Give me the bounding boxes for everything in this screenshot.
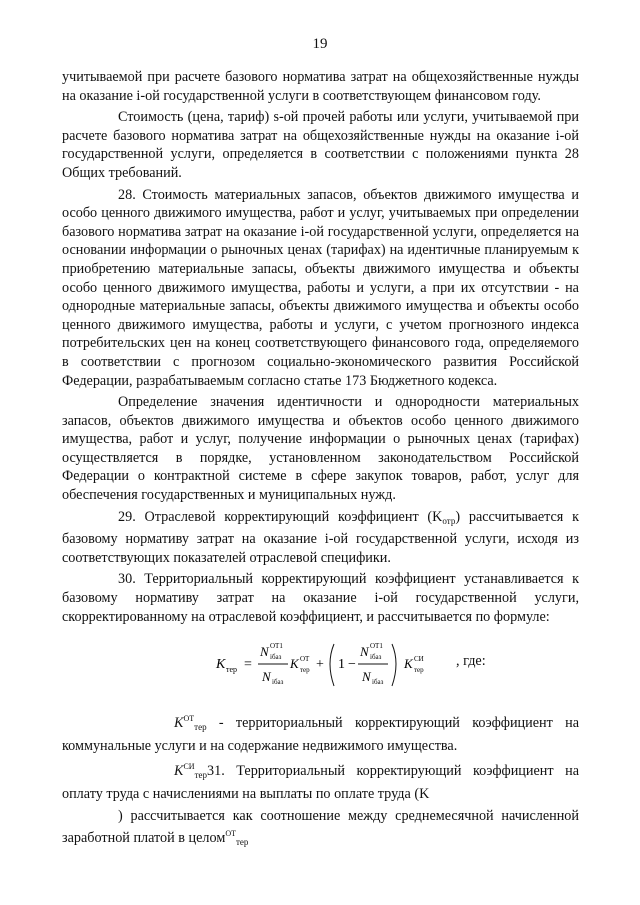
- formula-one: 1: [338, 657, 345, 673]
- formula-k-ot-sub: тер: [300, 666, 310, 675]
- formula-plus: +: [316, 657, 324, 673]
- formula-den-sub: iбаз: [272, 678, 284, 687]
- formula-num2-sup: ОТ1: [370, 642, 383, 651]
- paragraph: Стоимость (цена, тариф) s-ой прочей работы или услуги, учитываемой при расчете базового норматива затрат на общехозяйственные нужды на оказание i-ой государственной услуги, определяется в соответствии с положениями пункта 28 Общих требований.: [62, 109, 579, 181]
- k-otr-subscript: отр: [442, 515, 456, 526]
- formula-graphic: [212, 630, 452, 696]
- formula-num-sup: ОТ1: [270, 642, 283, 651]
- k-ot-sup: ОТ: [183, 714, 195, 724]
- formula-num2-sub: iбаз: [370, 653, 382, 662]
- formula-num-sub: iбаз: [270, 653, 282, 662]
- k-og-sub: тер: [235, 837, 249, 848]
- formula-den2-sub: iбаз: [372, 678, 384, 687]
- k-ot-sub: тер: [194, 722, 207, 733]
- formula-where: , где:: [456, 653, 486, 670]
- definition-k-ot: [62, 710, 579, 755]
- page-number: 19: [312, 36, 328, 52]
- paragraph-29: [62, 508, 579, 568]
- k-og-sup: ОТ: [225, 829, 236, 839]
- document-body: [62, 68, 579, 855]
- definition-k-si-text: 31. Территориальный корректирующий коэффициент на оплату труда с начислениями на выплаты по оплате труда (K: [62, 763, 579, 802]
- paragraph-31-text-a: ) рассчитывается как соотношение между среднемесячной начисленной заработной платой в целом: [62, 807, 579, 847]
- paragraph-31: [62, 807, 579, 852]
- formula-eq: =: [244, 657, 252, 673]
- definition-k-si: [62, 758, 579, 803]
- formula-num-n: N: [260, 644, 269, 660]
- formula-lhs-sub: тер: [226, 665, 238, 675]
- formula-den-n: N: [262, 669, 271, 685]
- k-ot-symbol: [118, 710, 207, 737]
- paragraph-29-text-b: ) рассчитывается к базовому нормативу затрат на оказание i-ой государственной услуги, исходя из соответствующих показателей отраслевой специфики.: [62, 508, 579, 566]
- close-paren: [392, 644, 396, 686]
- formula-lhs: K: [216, 657, 226, 673]
- formula-k-ot: K: [290, 656, 299, 672]
- paragraph-29-text-a: 29. Отраслевой корректирующий коэффициент (K: [118, 508, 443, 525]
- paragraph: учитываемой при расчете базового норматива затрат на общехозяйственные нужды на оказание i-ой государственной услуги в соответствующем финансовом году.: [62, 69, 579, 104]
- k-si-sub: тер: [194, 770, 208, 781]
- paragraph: Определение значения идентичности и однородности материальных запасов, объектов движимого имущества и объектов особо ценного движимого имущества, работ и услуг, получение информации о рыночных ценах (тарифах) осуществляется в порядке, установленном законодательством Российской Федерации о контрактной системе в сфере закупок товаров, работ, услуг для обеспечения государственных и муниципальных нужд.: [62, 394, 579, 504]
- formula: [62, 630, 579, 696]
- formula-num2-n: N: [360, 644, 369, 660]
- paragraph-28: 28. Стоимость материальных запасов, объектов движимого имущества и особо ценного движимого имущества, работ и услуг, учитываемых при определении базового норматива затрат на оказание i-ой государственной услуги, определяется на основании информации о рыночных ценах (тарифах) на идентичные планируемым к приобретению материальные запасы, объекты движимого имущества и объекты особо ценного движимого имущества, работы и услуги, а при их отсутствии - на однородные материальные запасы, объекты движимого имущества и объекты особо ценного движимого имущества, работы и услуги, с учетом прогнозного индекса потребительских цен на конец соответствующего финансового года, определяемого в соответствии с прогнозом социально-экономического развития Российской Федерации, разрабатываемым согласно статье 173 Бюджетного кодекса.: [62, 186, 579, 389]
- k-si-symbol: [118, 758, 207, 785]
- paragraph-30: 30. Территориальный корректирующий коэффициент устанавливается к базовому нормативу затрат на оказание i-ой государственной услуги, скорректированному на отраслевой коэффициент, и рассчитывается по формуле:: [62, 571, 579, 625]
- formula-k-ot-sup: ОТ: [300, 655, 310, 664]
- formula-minus: −: [348, 657, 356, 673]
- formula-k-si: K: [404, 656, 413, 672]
- k-si-base: K: [174, 763, 184, 780]
- k-si-sup: СИ: [183, 762, 195, 772]
- definition-k-ot-text: - территориальный корректирующий коэффициент на коммунальные услуги и на содержание недвижимого имущества.: [62, 715, 579, 754]
- open-paren: [330, 644, 334, 686]
- formula-k-si-sup: СИ: [414, 655, 424, 664]
- k-ot-base: K: [174, 715, 184, 732]
- formula-den2-n: N: [362, 669, 371, 685]
- formula-k-si-sub: тер: [414, 666, 424, 675]
